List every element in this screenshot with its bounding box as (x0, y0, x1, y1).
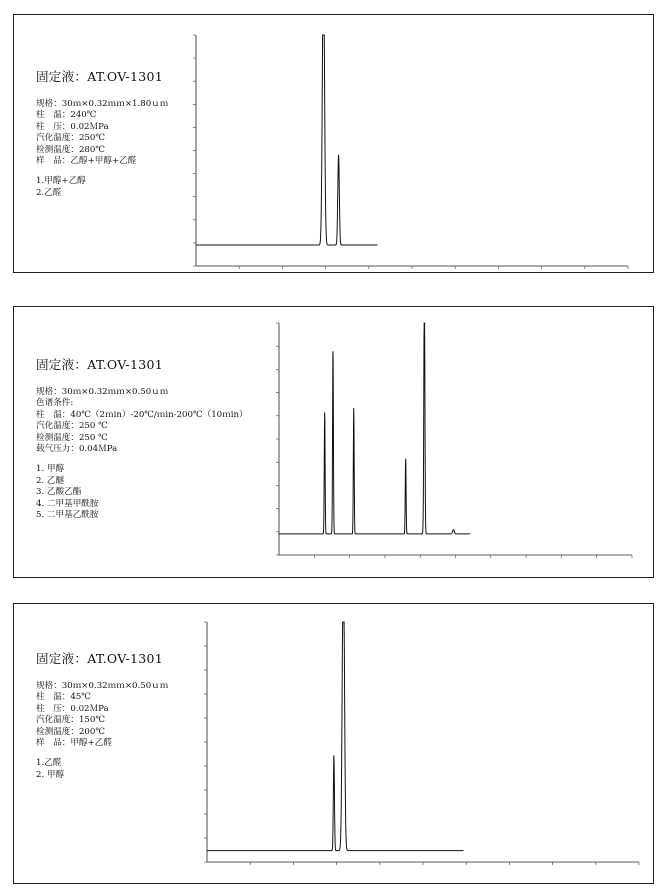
condition-line: 柱 压：0.02ＭPa (36, 703, 109, 714)
peak-label: 3. 乙酸乙酯 (36, 487, 82, 498)
peak-label: 1.乙醛 (36, 758, 62, 769)
condition-line: 检测温度：200℃ (36, 726, 105, 737)
peak-label: 2. 乙醚 (36, 475, 65, 486)
condition-line: 规格：30ｍ×0.32ｍｍ×1.80ｕｍ (36, 99, 169, 109)
chromatogram-chart-1 (14, 15, 655, 274)
chromatogram-chart-3 (14, 604, 655, 885)
condition-line: 色谱条件: (36, 398, 74, 409)
peak-label: 1. 甲醇 (36, 464, 65, 475)
chromatogram-trace (279, 323, 470, 534)
condition-line: 汽化温度：150℃ (36, 715, 105, 726)
condition-line: 汽化温度：250℃ (36, 133, 105, 144)
stationary-phase-title: 固定液：AT.OV-1301 (36, 69, 163, 84)
chromatogram-panel-2 (13, 306, 654, 578)
peak-label: 2.乙醛 (36, 187, 62, 198)
condition-line: 汽化温度：250 ℃ (36, 421, 108, 432)
condition-line: 规格：30ｍ×0.32ｍｍ×0.50ｕｍ (36, 387, 169, 397)
condition-line: 柱 温：45℃ (36, 692, 91, 703)
peak-label: 1.甲醇+乙醇 (36, 176, 86, 187)
condition-line: 样 品：甲醇+乙醛 (36, 738, 112, 749)
stationary-phase-title: 固定液：AT.OV-1301 (36, 357, 163, 372)
condition-line: 检测温度：250 ℃ (36, 432, 108, 443)
chromatogram-panel-3 (13, 603, 654, 884)
chromatogram-panel-1 (13, 14, 654, 273)
condition-line: 柱 温：240℃ (36, 110, 97, 121)
condition-line: 柱 温：40℃（2ｍin）-20℃/ｍin-200℃（10ｍin） (36, 409, 248, 420)
peak-label: 2. 甲醇 (36, 769, 65, 780)
condition-line: 样 品：乙醇+甲醇+乙醛 (36, 156, 137, 167)
peak-label: 4. 二甲基甲酰胺 (36, 498, 99, 509)
chromatogram-chart-2 (14, 307, 655, 579)
condition-line: 检测温度：280℃ (36, 144, 105, 155)
peak-label: 5. 二甲基乙酰胺 (36, 510, 99, 521)
condition-line: 规格：30ｍ×0.32ｍｍ×0.50ｕｍ (36, 681, 169, 691)
stationary-phase-title: 固定液：AT.OV-1301 (36, 651, 163, 666)
chromatogram-trace (196, 35, 377, 245)
condition-line: 载气压力：0.04ＭPa (36, 444, 118, 455)
chromatogram-trace (207, 622, 464, 851)
condition-line: 柱 压：0.02ＭPa (36, 121, 109, 132)
